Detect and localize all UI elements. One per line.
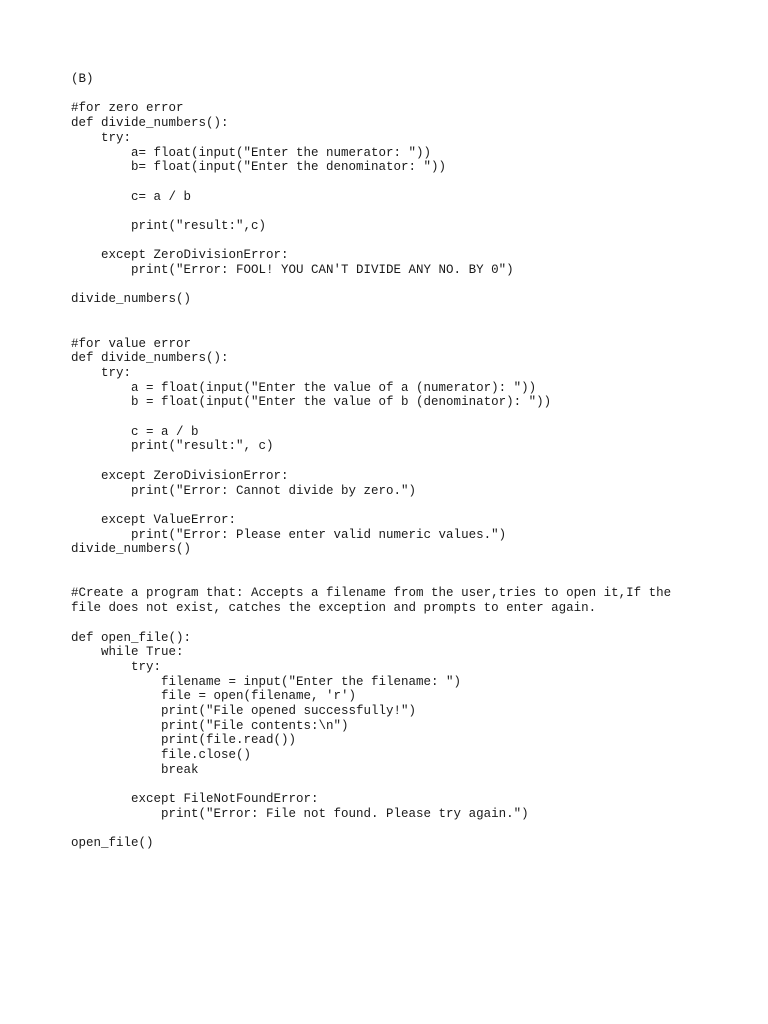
code-line: def divide_numbers(): xyxy=(71,351,229,366)
code-line: file.close() xyxy=(71,748,252,763)
code-line: file does not exist, catches the exception and prompts to enter again. xyxy=(71,601,597,616)
code-line xyxy=(71,498,711,513)
code-line xyxy=(71,410,711,425)
code-line: print(file.read()) xyxy=(71,733,297,748)
code-line xyxy=(71,572,711,587)
code-line: divide_numbers() xyxy=(71,292,192,307)
code-line: print("File opened successfully!") xyxy=(71,704,417,719)
code-line xyxy=(71,616,711,631)
code-line xyxy=(71,234,711,249)
code-line: except ValueError: xyxy=(71,512,237,527)
code-line xyxy=(71,278,711,293)
code-line xyxy=(71,87,711,102)
code-line: except ZeroDivisionError: xyxy=(71,468,289,483)
code-line: except ZeroDivisionError: xyxy=(71,248,289,263)
code-line: (B) xyxy=(71,72,94,86)
code-line xyxy=(71,322,711,337)
code-line: print("result:",c) xyxy=(71,218,267,233)
code-line: file = open(filename, 'r') xyxy=(71,689,357,704)
code-line: try: xyxy=(71,659,162,674)
code-line: a = float(input("Enter the value of a (numerator): ")) xyxy=(71,380,537,395)
code-line: print("File contents:\n") xyxy=(71,718,349,733)
code-line: try: xyxy=(71,365,132,380)
code-line: filename = input("Enter the filename: ") xyxy=(71,674,462,689)
code-line: divide_numbers() xyxy=(71,542,192,557)
code-line: #for zero error xyxy=(71,101,184,116)
code-line: try: xyxy=(71,130,132,145)
code-line: print("Error: File not found. Please try again.") xyxy=(71,806,529,821)
code-line xyxy=(71,204,711,219)
code-line xyxy=(71,822,711,837)
code-block xyxy=(71,72,711,851)
code-line xyxy=(71,454,711,469)
code-line: print("Error: Cannot divide by zero.") xyxy=(71,483,417,498)
code-line: #Create a program that: Accepts a filename from the user,tries to open it,If the xyxy=(71,586,672,601)
code-line xyxy=(71,175,711,190)
code-line: except FileNotFoundError: xyxy=(71,792,319,807)
code-line: c= a / b xyxy=(71,189,192,204)
code-line: #for value error xyxy=(71,336,192,351)
code-line: break xyxy=(71,762,199,777)
code-line xyxy=(71,557,711,572)
code-line: def open_file(): xyxy=(71,630,192,645)
code-line: print("Error: FOOL! YOU CAN'T DIVIDE ANY NO. BY 0") xyxy=(71,263,514,278)
code-line: c = a / b xyxy=(71,424,199,439)
code-line: print("result:", c) xyxy=(71,439,274,454)
code-line xyxy=(71,778,711,793)
code-line xyxy=(71,307,711,322)
code-line: while True: xyxy=(71,645,184,660)
code-line: open_file() xyxy=(71,836,154,851)
code-line: b= float(input("Enter the denominator: ")) xyxy=(71,160,447,175)
code-line: print("Error: Please enter valid numeric values.") xyxy=(71,527,507,542)
code-line: a= float(input("Enter the numerator: ")) xyxy=(71,145,432,160)
code-line: b = float(input("Enter the value of b (denominator): ")) xyxy=(71,395,552,410)
code-line: def divide_numbers(): xyxy=(71,116,229,131)
